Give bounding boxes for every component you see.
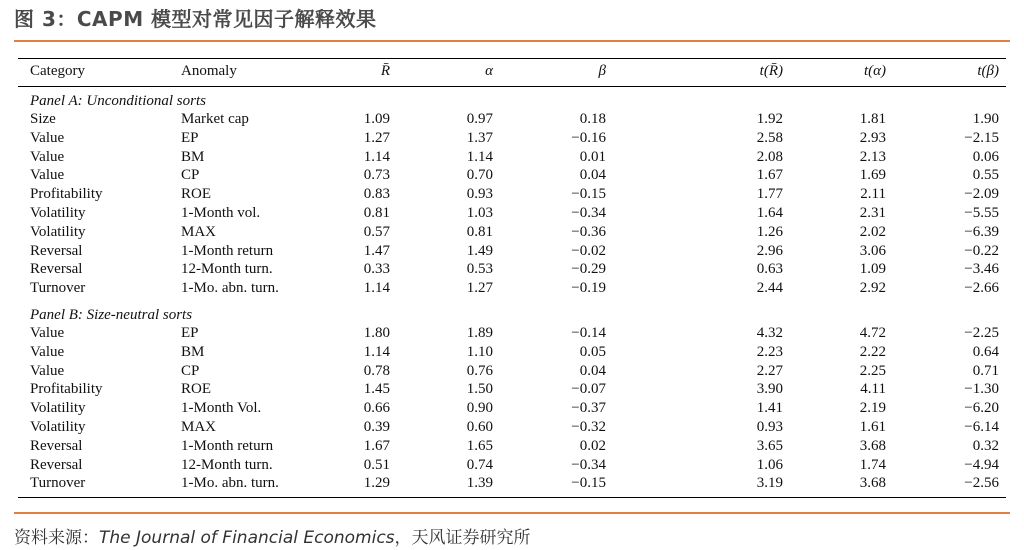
cell-t-rbar: 2.23: [756, 343, 783, 360]
figure-title: 图 3：CAPM 模型对常见因子解释效果: [14, 7, 377, 31]
cell-anomaly: Market cap: [181, 111, 249, 127]
cell-alpha: 0.70: [466, 167, 493, 184]
cell-category: Value: [30, 362, 65, 379]
cell-beta: −0.34: [571, 204, 606, 221]
cell-category: Volatility: [30, 223, 86, 240]
cell-rbar: 0.78: [363, 362, 390, 379]
cell-category: Volatility: [30, 400, 86, 417]
cell-anomaly: 1-Month return: [181, 437, 274, 454]
cell-alpha: 0.76: [466, 362, 493, 379]
cell-beta: −0.02: [571, 242, 606, 259]
cell-rbar: 1.27: [363, 129, 390, 146]
cell-rbar: 0.73: [363, 167, 390, 184]
cell-t-rbar: 2.27: [756, 362, 783, 379]
cell-t-beta: −2.09: [964, 186, 999, 203]
cell-beta: −0.16: [571, 129, 606, 146]
cell-t-alpha: 2.92: [859, 280, 886, 296]
cell-alpha: 1.65: [466, 437, 493, 454]
cell-beta: 0.04: [579, 362, 606, 379]
cell-rbar: 0.33: [363, 261, 390, 278]
cell-rbar: 1.67: [363, 437, 390, 454]
cell-anomaly: ROE: [181, 381, 211, 398]
cell-anomaly: 1-Month Vol.: [181, 400, 262, 417]
cell-t-beta: −2.15: [964, 129, 999, 146]
cell-category: Value: [30, 129, 65, 146]
cell-t-rbar: 1.67: [756, 167, 783, 184]
cell-t-beta: −5.55: [964, 204, 999, 221]
cell-beta: −0.36: [571, 223, 606, 240]
cell-category: Reversal: [30, 261, 83, 278]
cell-anomaly: 12-Month turn.: [181, 261, 273, 278]
cell-t-beta: 0.55: [972, 167, 999, 184]
title-rule: [14, 40, 1010, 42]
cell-anomaly: MAX: [181, 223, 217, 240]
header-anomaly: Anomaly: [181, 63, 237, 79]
cell-beta: 0.05: [579, 343, 606, 360]
cell-rbar: 1.14: [363, 280, 390, 296]
cell-t-rbar: 3.19: [756, 475, 783, 492]
cell-t-beta: 0.64: [972, 343, 999, 360]
cell-anomaly: CP: [181, 167, 200, 184]
cell-t-rbar: 1.77: [756, 186, 783, 203]
cell-category: Volatility: [30, 418, 86, 435]
cell-rbar: 0.83: [363, 186, 390, 203]
cell-t-beta: −6.20: [964, 400, 999, 417]
header-category: Category: [30, 63, 85, 79]
cell-rbar: 1.09: [363, 111, 390, 127]
cell-beta: 0.18: [579, 111, 606, 127]
cell-t-alpha: 2.13: [859, 148, 886, 165]
cell-anomaly: 1-Month return: [181, 242, 274, 259]
cell-t-rbar: 0.93: [756, 418, 783, 435]
panel-label: Panel A: Unconditional sorts: [30, 93, 206, 109]
cell-t-beta: −3.46: [964, 261, 999, 278]
cell-alpha: 0.90: [466, 400, 493, 417]
cell-category: Profitability: [30, 381, 103, 398]
cell-t-alpha: 1.09: [859, 261, 886, 278]
cell-t-alpha: 2.11: [860, 186, 886, 203]
cell-anomaly: MAX: [181, 418, 217, 435]
cell-alpha: 0.81: [466, 223, 493, 240]
cell-t-rbar: 1.26: [756, 223, 783, 240]
cell-t-beta: −6.39: [964, 223, 999, 240]
cell-category: Size: [30, 111, 56, 127]
cell-category: Value: [30, 167, 65, 184]
cell-t-rbar: 3.65: [756, 437, 783, 454]
source-prefix: 资料来源：: [14, 528, 99, 548]
cell-category: Volatility: [30, 204, 86, 221]
cell-t-rbar: 2.44: [756, 280, 783, 296]
cell-rbar: 0.66: [363, 400, 390, 417]
cell-t-rbar: 1.41: [756, 400, 783, 417]
cell-beta: −0.14: [571, 325, 606, 341]
cell-alpha: 1.27: [466, 280, 493, 296]
source-rule: [14, 512, 1010, 514]
cell-alpha: 1.03: [466, 204, 493, 221]
cell-t-rbar: 1.92: [756, 111, 783, 127]
cell-beta: 0.01: [579, 148, 606, 165]
cell-category: Value: [30, 343, 65, 360]
cell-t-rbar: 4.32: [756, 325, 783, 341]
panel-label: Panel B: Size-neutral sorts: [30, 307, 193, 323]
cell-t-alpha: 2.02: [859, 223, 886, 240]
cell-rbar: 1.80: [363, 325, 390, 341]
header-t-beta: t(β): [977, 63, 999, 79]
cell-anomaly: ROE: [181, 186, 211, 203]
cell-rbar: 1.14: [363, 148, 390, 165]
cell-t-rbar: 1.06: [756, 456, 783, 473]
cell-beta: −0.15: [571, 186, 606, 203]
cell-t-rbar: 1.64: [756, 204, 783, 221]
cell-beta: −0.07: [571, 381, 606, 398]
cell-t-beta: −0.22: [964, 242, 999, 259]
cell-t-alpha: 2.22: [859, 343, 886, 360]
cell-t-rbar: 0.63: [756, 261, 783, 278]
cell-t-beta: −6.14: [964, 418, 999, 435]
table-top-rule: [18, 58, 1006, 59]
cell-beta: −0.37: [571, 400, 606, 417]
cell-alpha: 0.93: [466, 186, 493, 203]
cell-t-beta: −4.94: [964, 456, 999, 473]
cell-beta: −0.32: [571, 418, 606, 435]
source-suffix: ，天风证券研究所: [394, 528, 531, 548]
header-alpha: α: [485, 63, 493, 79]
cell-t-rbar: 2.96: [756, 242, 783, 259]
cell-beta: −0.29: [571, 261, 606, 278]
cell-beta: 0.02: [579, 437, 606, 454]
cell-t-alpha: 1.69: [859, 167, 886, 184]
cell-t-beta: 0.06: [972, 148, 999, 165]
cell-alpha: 1.37: [466, 129, 493, 146]
cell-t-alpha: 1.81: [859, 111, 886, 127]
cell-rbar: 1.14: [363, 343, 390, 360]
cell-rbar: 0.81: [363, 204, 390, 221]
cell-t-beta: 0.32: [972, 437, 999, 454]
cell-t-alpha: 2.19: [859, 400, 886, 417]
cell-beta: −0.15: [571, 475, 606, 492]
cell-t-beta: −2.25: [964, 325, 999, 341]
cell-beta: 0.04: [579, 167, 606, 184]
cell-anomaly: BM: [181, 148, 205, 165]
cell-anomaly: 1-Month vol.: [181, 204, 261, 221]
cell-alpha: 0.53: [466, 261, 493, 278]
source-journal: The Journal of Financial Economics: [99, 528, 395, 548]
cell-category: Profitability: [30, 186, 103, 203]
cell-t-beta: −2.66: [964, 280, 999, 296]
header-t-alpha: t(α): [863, 63, 886, 79]
cell-rbar: 0.57: [363, 223, 390, 240]
cell-t-rbar: 3.90: [756, 381, 783, 398]
cell-rbar: 1.47: [363, 242, 390, 259]
cell-anomaly: EP: [181, 129, 199, 146]
cell-anomaly: BM: [181, 343, 205, 360]
cell-t-alpha: 1.74: [859, 456, 886, 473]
cell-t-alpha: 2.31: [859, 204, 886, 221]
cell-t-alpha: 3.68: [859, 437, 886, 454]
cell-alpha: 0.60: [466, 418, 493, 435]
cell-t-alpha: 2.25: [859, 362, 886, 379]
cell-alpha: 0.97: [466, 111, 493, 127]
cell-category: Turnover: [30, 475, 86, 492]
cell-anomaly: 1-Mo. abn. turn.: [181, 475, 279, 492]
cell-t-rbar: 2.58: [756, 129, 783, 146]
table-header-rule: [18, 86, 1006, 87]
cell-category: Reversal: [30, 242, 83, 259]
cell-anomaly: 1-Mo. abn. turn.: [181, 280, 279, 296]
cell-t-beta: −1.30: [964, 381, 999, 398]
cell-alpha: 1.39: [466, 475, 493, 492]
cell-rbar: 1.45: [363, 381, 390, 398]
header-t-rbar: t(R̄): [759, 63, 783, 79]
cell-alpha: 1.89: [466, 325, 493, 341]
cell-t-alpha: 2.93: [859, 129, 886, 146]
cell-category: Reversal: [30, 456, 83, 473]
cell-alpha: 1.49: [466, 242, 493, 259]
cell-t-alpha: 4.11: [860, 381, 886, 398]
source-note: [14, 526, 531, 550]
cell-alpha: 1.50: [466, 381, 493, 398]
header-rbar: R̄: [380, 63, 390, 79]
header-beta: β: [598, 63, 606, 79]
cell-beta: −0.34: [571, 456, 606, 473]
cell-category: Value: [30, 148, 65, 165]
cell-rbar: 1.29: [363, 475, 390, 492]
table-bottom-rule: [18, 497, 1006, 498]
cell-t-alpha: 4.72: [859, 325, 886, 341]
cell-alpha: 0.74: [466, 456, 493, 473]
cell-category: Reversal: [30, 437, 83, 454]
cell-anomaly: EP: [181, 325, 199, 341]
cell-rbar: 0.39: [363, 418, 390, 435]
cell-beta: −0.19: [571, 280, 606, 296]
cell-t-alpha: 1.61: [859, 418, 886, 435]
cell-t-alpha: 3.68: [859, 475, 886, 492]
cell-t-rbar: 2.08: [756, 148, 783, 165]
cell-alpha: 1.14: [466, 148, 493, 165]
cell-t-beta: 0.71: [972, 362, 999, 379]
cell-category: Turnover: [30, 280, 86, 296]
cell-alpha: 1.10: [466, 343, 493, 360]
cell-t-beta: −2.56: [964, 475, 999, 492]
cell-rbar: 0.51: [363, 456, 390, 473]
cell-anomaly: 12-Month turn.: [181, 456, 273, 473]
cell-category: Value: [30, 325, 65, 341]
cell-anomaly: CP: [181, 362, 200, 379]
cell-t-beta: 1.90: [972, 111, 999, 127]
cell-t-alpha: 3.06: [859, 242, 886, 259]
